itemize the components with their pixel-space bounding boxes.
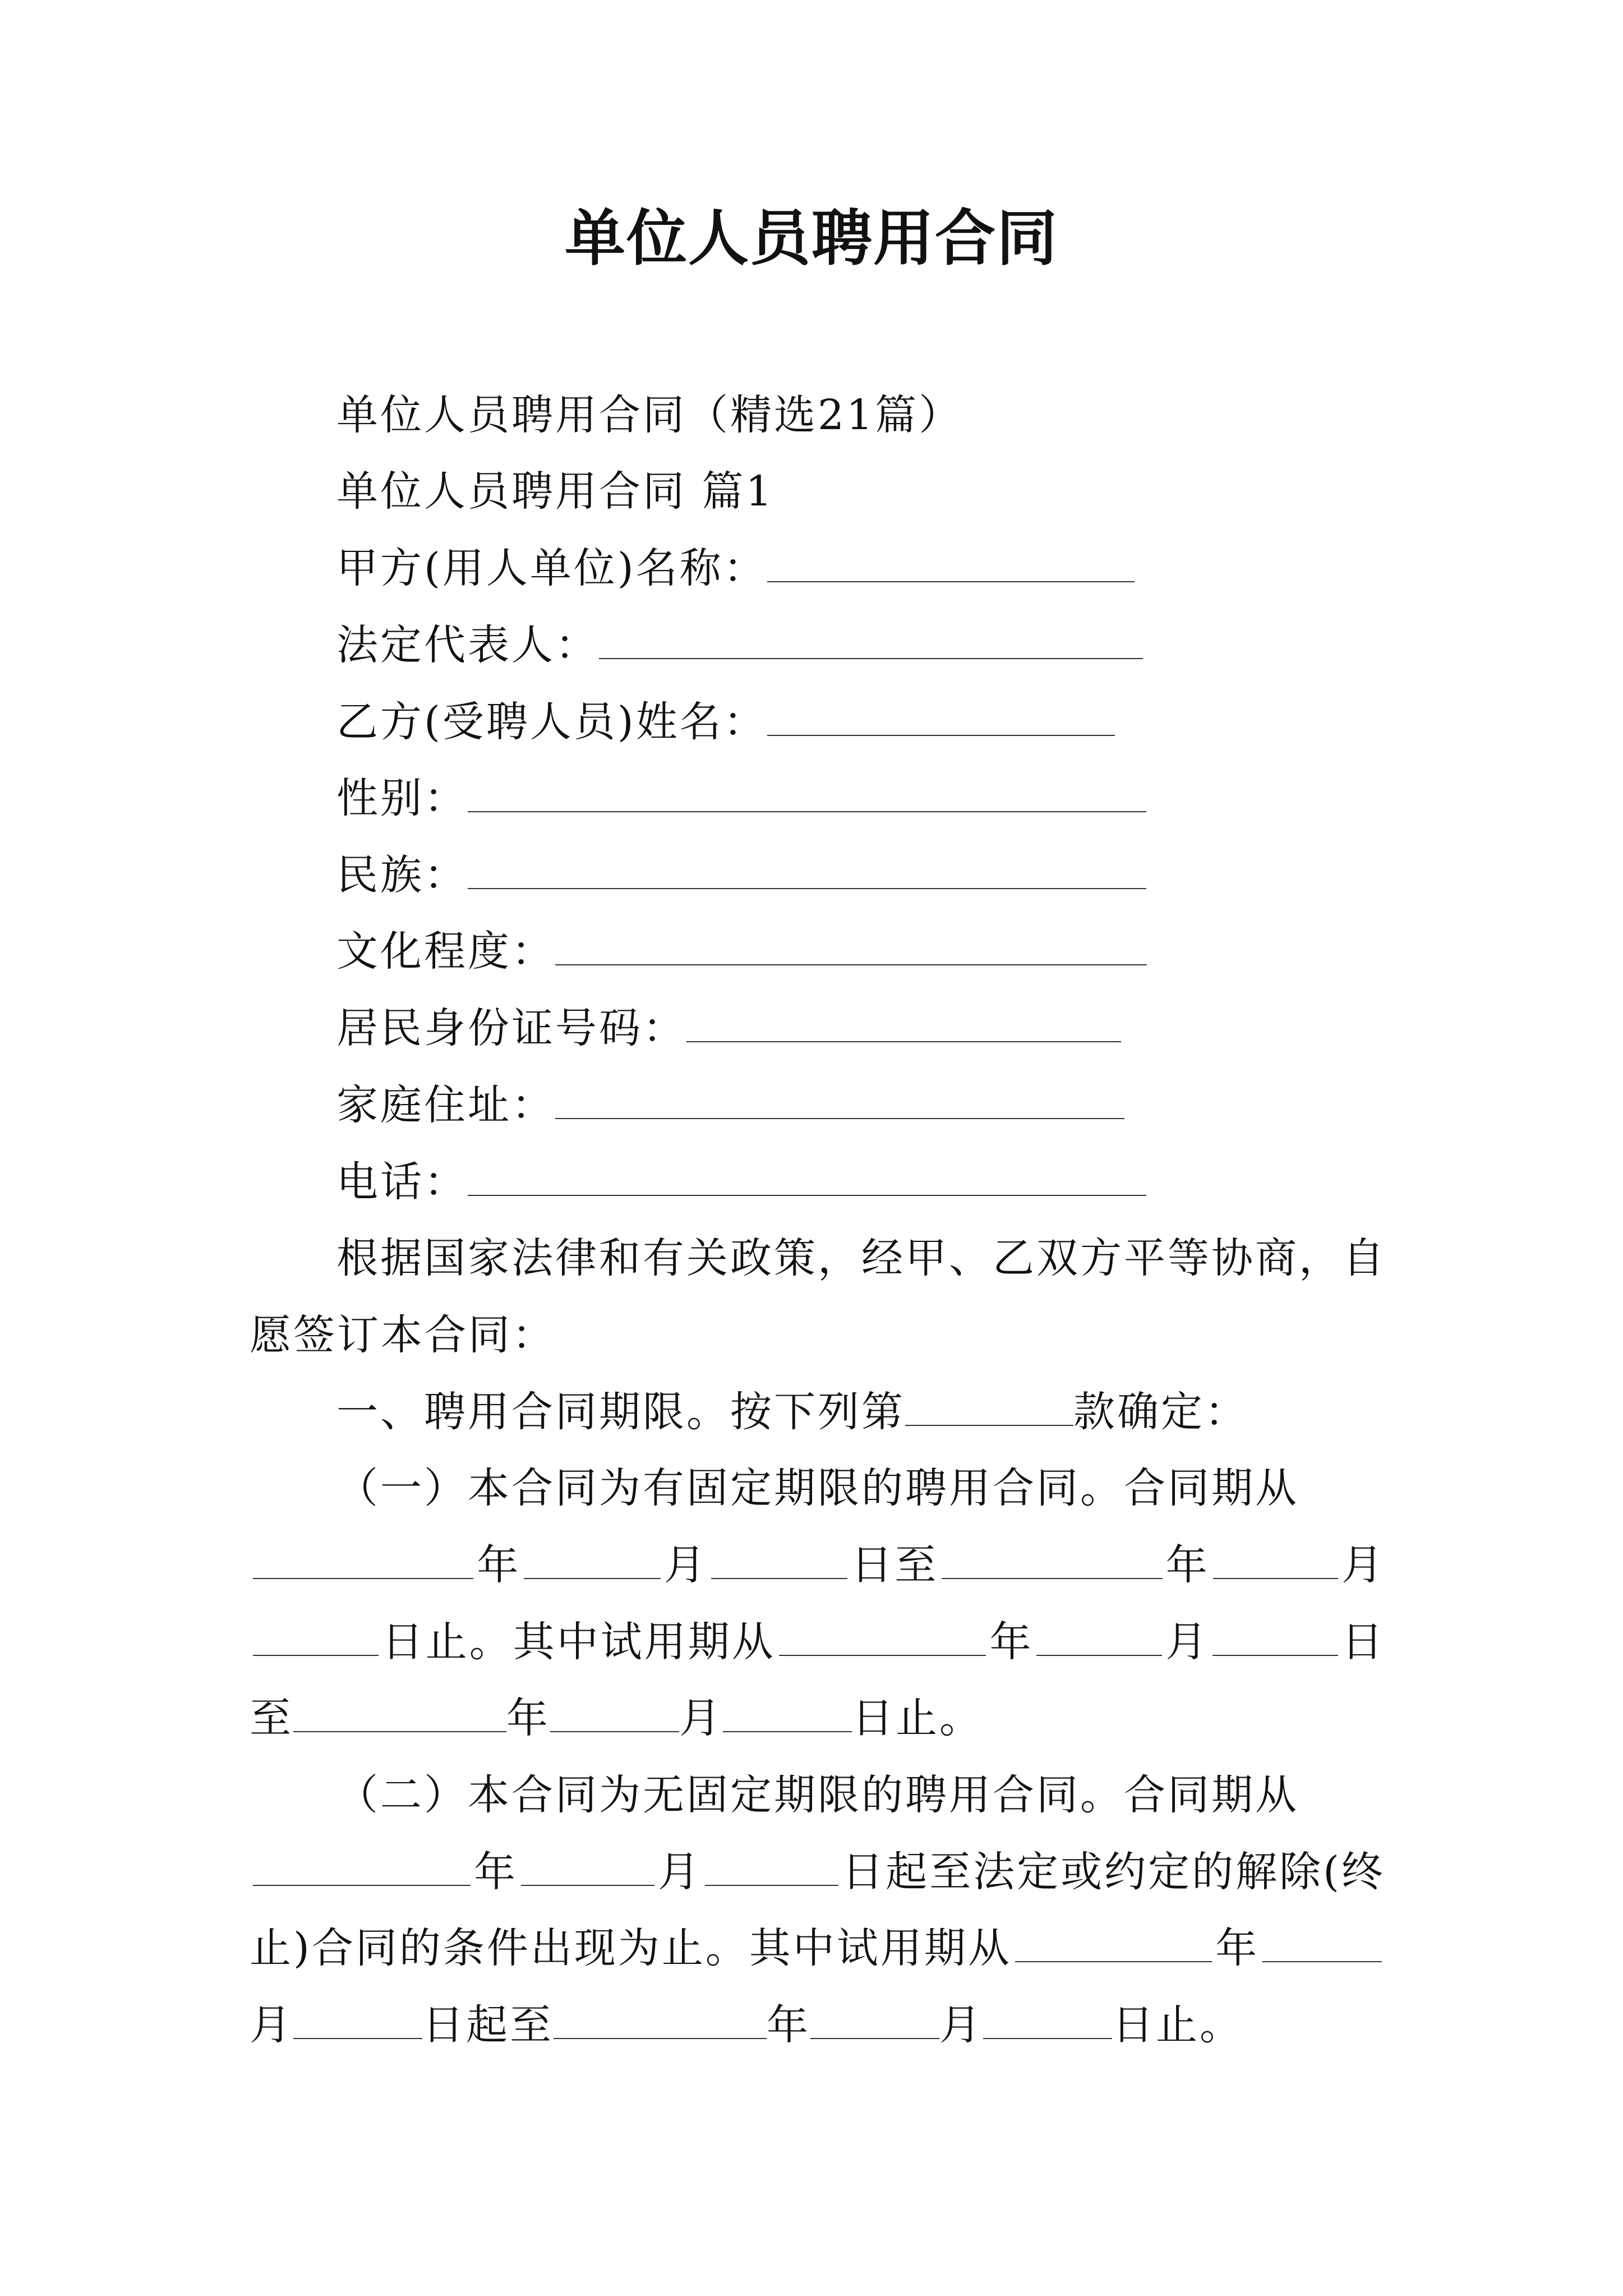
fixed-year-label-2: 年 <box>1165 1541 1210 1589</box>
fixed-year-label-4: 年 <box>506 1694 550 1742</box>
fixed-start-year-blank <box>253 1543 473 1579</box>
open-trial-month-blank <box>1262 1926 1382 1962</box>
preamble-text-1: 根据国家法律和有关政策，经甲、乙双方平等协商，自 <box>336 1234 1386 1282</box>
trial-end-month-blank <box>550 1696 679 1732</box>
intro-line: 单位人员聘用合同（精选21篇） <box>336 391 963 439</box>
open-trial-end-day-blank <box>983 2003 1112 2039</box>
open-term-line-3 <box>250 1920 1385 1976</box>
fixed-day-label: 日 <box>1341 1618 1385 1666</box>
address-blank <box>555 1083 1124 1119</box>
fixed-to-label: 日至 <box>851 1541 939 1589</box>
open-trial-end-year-blank <box>554 2003 767 2039</box>
education-label: 文化程度： <box>336 927 555 976</box>
id-number-blank <box>686 1006 1121 1042</box>
clause-1-text-b: 款确定： <box>1073 1388 1248 1436</box>
clause-1-line <box>336 1384 1248 1440</box>
open-trial-end-month-blank <box>810 2003 939 2039</box>
fixed-start-day-blank <box>711 1543 847 1579</box>
open-until-label: 日起至法定或约定的解除(终 <box>842 1848 1386 1896</box>
gender-field <box>336 770 1146 826</box>
open-trial-day-blank <box>293 2003 422 2039</box>
fixed-term-line-2 <box>250 1537 1385 1593</box>
fixed-end-label: 日止。 <box>852 1694 983 1742</box>
fixed-term-lead: （一）本合同为有固定期限的聘用合同。合同期从 <box>336 1464 1299 1512</box>
open-term-line-2 <box>250 1844 1385 1900</box>
clause-1-text-a: 一、聘用合同期限。按下列第 <box>336 1388 905 1436</box>
open-year-label-3: 年 <box>767 2001 810 2049</box>
open-end-label: 日止。 <box>1112 2001 1243 2049</box>
id-number-field <box>336 1000 1121 1056</box>
address-label: 家庭住址： <box>336 1081 555 1129</box>
party-a-label: 甲方(用人单位)名称： <box>336 544 767 592</box>
phone-field <box>336 1154 1146 1210</box>
party-b-label: 乙方(受聘人员)姓名： <box>336 698 767 746</box>
fixed-end-year-blank <box>942 1543 1162 1579</box>
trial-end-year-blank <box>293 1696 506 1732</box>
party-a-blank <box>767 546 1135 582</box>
fixed-year-label-1: 年 <box>477 1541 521 1589</box>
legal-rep-label: 法定代表人： <box>336 621 599 669</box>
open-year-label-2: 年 <box>1215 1924 1260 1972</box>
fixed-start-month-blank <box>524 1543 660 1579</box>
gender-blank <box>468 776 1146 812</box>
address-field <box>336 1077 1124 1133</box>
open-from-to-label: 日起至 <box>422 2001 554 2049</box>
fixed-month-label-3: 月 <box>1165 1618 1210 1666</box>
legal-rep-blank <box>599 623 1143 659</box>
document-title: 单位人员聘用合同 <box>564 203 1058 274</box>
education-field <box>336 923 1147 979</box>
trial-start-month-blank <box>1036 1620 1162 1656</box>
party-b-field <box>336 694 1115 750</box>
open-term-line-1 <box>336 1767 1299 1823</box>
fixed-term-line-3 <box>250 1614 1385 1670</box>
fixed-end-day-blank <box>253 1620 379 1656</box>
preamble-line-2: 愿签订本合同： <box>250 1311 556 1359</box>
fixed-year-label-3: 年 <box>989 1618 1034 1666</box>
trial-start-day-blank <box>1212 1620 1338 1656</box>
party-a-field <box>336 540 1135 596</box>
open-start-month-blank <box>521 1850 654 1886</box>
fixed-zhi-label: 至 <box>250 1694 293 1742</box>
education-blank <box>555 930 1147 965</box>
open-start-day-blank <box>705 1850 838 1886</box>
fixed-trial-label: 日止。其中试用期从 <box>381 1618 776 1666</box>
trial-start-year-blank <box>779 1620 986 1656</box>
open-start-year-blank <box>253 1850 471 1886</box>
legal-rep-field <box>336 617 1143 673</box>
fixed-month-label-2: 月 <box>1341 1541 1386 1589</box>
fixed-month-label-4: 月 <box>679 1694 723 1742</box>
ethnicity-field <box>336 847 1146 903</box>
ethnicity-blank <box>468 853 1146 889</box>
open-trial-year-blank <box>1015 1926 1212 1962</box>
open-month-label-2: 月 <box>250 2001 293 2049</box>
fixed-end-month-blank <box>1213 1543 1338 1579</box>
phone-blank <box>468 1160 1146 1196</box>
open-term-line-4 <box>250 1997 1385 2053</box>
party-b-blank <box>767 700 1115 736</box>
open-cond-label: 止)合同的条件出现为止。其中试用期从 <box>250 1924 1012 1972</box>
fixed-term-line-4 <box>250 1690 1385 1746</box>
open-term-lead: （二）本合同为无固定期限的聘用合同。合同期从 <box>336 1771 1299 1819</box>
id-number-label: 居民身份证号码： <box>336 1004 686 1052</box>
trial-end-day-blank <box>723 1696 852 1732</box>
open-month-label-1: 月 <box>658 1848 702 1896</box>
fixed-term-line-1 <box>336 1460 1299 1516</box>
section-heading: 单位人员聘用合同 篇1 <box>336 467 774 516</box>
fixed-month-label-1: 月 <box>663 1541 708 1589</box>
phone-label: 电话： <box>336 1158 468 1206</box>
ethnicity-label: 民族： <box>336 851 468 899</box>
open-month-label-3: 月 <box>939 2001 983 2049</box>
open-year-label-1: 年 <box>474 1848 518 1896</box>
clause-number-blank <box>905 1390 1073 1426</box>
preamble-line-1 <box>336 1230 1385 1286</box>
gender-label: 性别： <box>336 774 468 822</box>
